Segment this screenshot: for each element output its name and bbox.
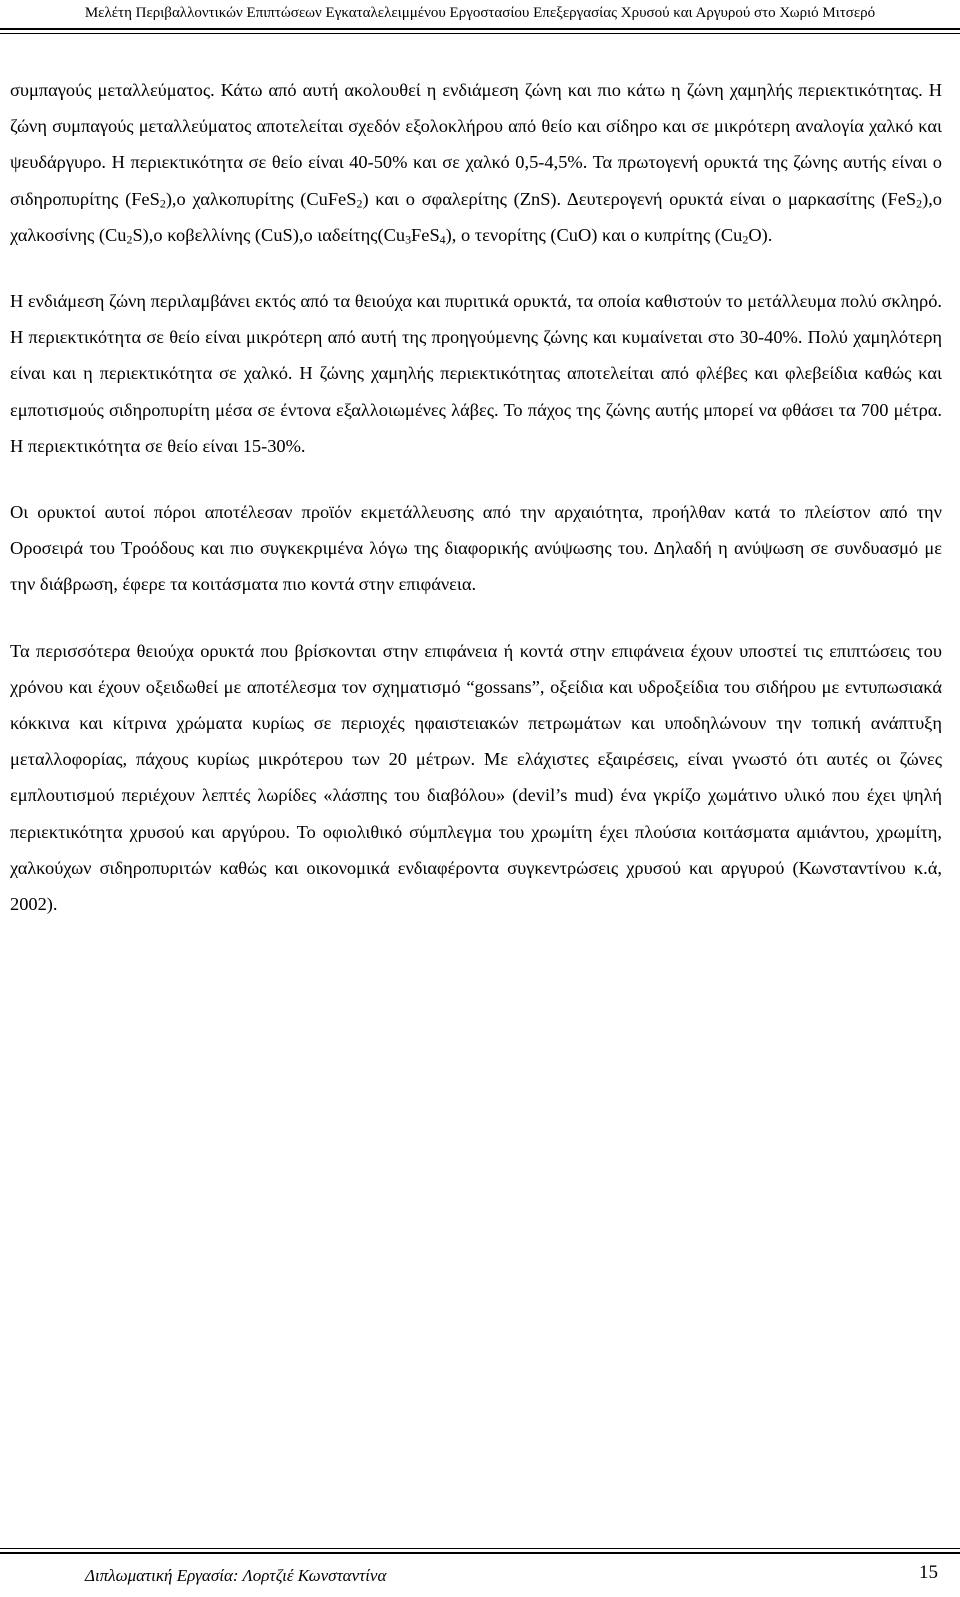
text-run: ),ο χαλκοσίνης (Cu bbox=[10, 188, 942, 245]
paragraph-1 bbox=[10, 72, 942, 253]
header-rule bbox=[0, 28, 960, 34]
footer-author: Διπλωματική Εργασία: Λορτζιέ Κωνσταντίνα bbox=[85, 1566, 387, 1585]
subscript: 2 bbox=[356, 196, 363, 210]
text-run: Τα περισσότερα θειούχα ορυκτά που βρίσκονται στην επιφάνεια ή κοντά στην επιφάνεια έχουν υποστεί τις επιπτώσεις του χρόνου και έχουν οξειδωθεί με αποτέλεσμα τον σχηματισμό “gossans”, οξείδια και υδροξείδια του σιδήρου με εντυπωσιακά κόκκινα και κίτρινα χρώματα κυρίως σε περιοχές ηφαιστειακών πετρωμάτων και υποδηλώνουν την τοπική ανάπτυξη μεταλλοφορίας, πάχους κυρίως μικρότερου των 20 μέτρων. Με ελάχιστες εξαιρέσεις, είναι γνωστό ότι αυτές οι ζώνες εμπλουτισμού περιέχουν λεπτές λωρίδες «λάσπης του διαβόλου» (devil’s mud) ένα γκρίζο χωμάτινο υλικό που έχει ψηλή περιεκτικότητα χρυσού και αργύρου. Το οφιολιθικό σύμπλεγμα του χρωμίτη έχει πλούσια κοιτάσματα αμιάντου, χρωμίτη, χαλκούχων σιδηροπυριτών καθώς και οικονομικά ενδιαφέροντα συγκεντρώσεις χρυσού και αργυρού (Κωνσταντίνου κ.ά, 2002). bbox=[10, 640, 942, 915]
text-run: ), ο τενορίτης (CuO) και ο κυπρίτης (Cu bbox=[445, 224, 743, 245]
text-run: Οι ορυκτοί αυτοί πόροι αποτέλεσαν προϊόν εκμετάλλευσης από την αρχαιότητα, προήλθαν κατά το πλείστον από την Οροσειρά του Τροόδους και πιο συγκεκριμένα λόγω της διαφορικής ανύψωσης του. Δηλαδή η ανύψωση σε συνδυασμό με την διάβρωση, έφερε τα κοιτάσματα πιο κοντά στην επιφάνεια. bbox=[10, 502, 942, 595]
text-run: συμπαγούς μεταλλεύματος. Κάτω από αυτή ακολουθεί η ενδιάμεση ζώνη και πιο κάτω η ζώνη χαμηλής περιεκτικότητας. Η ζώνη συμπαγούς μεταλλεύματος αποτελείται σχεδόν εξολοκλήρου από θείο και σίδηρο και σε μικρότερη αναλογία χαλκό και ψευδάργυρο. Η περιεκτικότητα σε θείο είναι 40-50% και σε χαλκό 0,5-4,5%. Τα πρωτογενή ορυκτά της ζώνης αυτής είναι ο σιδηροπυρίτης (FeS bbox=[10, 80, 942, 209]
subscript: 3 bbox=[405, 232, 412, 247]
subscript: 2 bbox=[916, 196, 923, 210]
text-run: O). bbox=[748, 224, 773, 245]
footer-rule bbox=[0, 1548, 960, 1554]
running-header: Μελέτη Περιβαλλοντικών Επιπτώσεων Εγκαταλελειμμένου Εργοστασίου Επεξεργασίας Χρυσού και Αργυρού στο Χωριό Μιτσερό bbox=[84, 5, 876, 21]
text-run: ),ο χαλκοπυρίτης (CuFeS bbox=[165, 188, 357, 209]
page-number: 15 bbox=[919, 1562, 938, 1583]
subscript: 2 bbox=[126, 232, 133, 247]
text-run: S),ο κοβελλίνης (CuS),ο ιαδείτης(Cu bbox=[132, 224, 406, 245]
subscript: 2 bbox=[159, 196, 166, 210]
paragraph-3 bbox=[10, 494, 942, 603]
paragraph-2 bbox=[10, 283, 942, 464]
subscript: 2 bbox=[742, 232, 749, 247]
text-run: FeS bbox=[411, 224, 440, 245]
text-run: Η ενδιάμεση ζώνη περιλαμβάνει εκτός από τα θειούχα και πυριτικά ορυκτά, τα οποία καθιστούν το μετάλλευμα πολύ σκληρό. Η περιεκτικότητα σε θείο είναι μικρότερη από αυτή της προηγούμενης ζώνης και κυμαίνεται στο 30-40%. Πολύ χαμηλότερη είναι και η περιεκτικότητα σε χαλκό. Η ζώνης χαμηλής περιεκτικότητας αποτελείται από φλέβες και φλεβείδια καθώς και εμποτισμούς σιδηροπυρίτη μέσα σε έντονα εξαλλοιωμένες λάβες. Το πάχος της ζώνης αυτής μπορεί να φθάσει τα 700 μέτρα. Η περιεκτικότητα σε θείο είναι 15-30%. bbox=[10, 291, 942, 456]
text-run: ) και ο σφαλερίτης (ZnS). Δευτερογενή ορυκτά είναι ο μαρκασίτης (FeS bbox=[362, 188, 917, 209]
subscript: 4 bbox=[439, 232, 446, 247]
paragraph-4 bbox=[10, 633, 942, 923]
body-text bbox=[10, 72, 942, 952]
